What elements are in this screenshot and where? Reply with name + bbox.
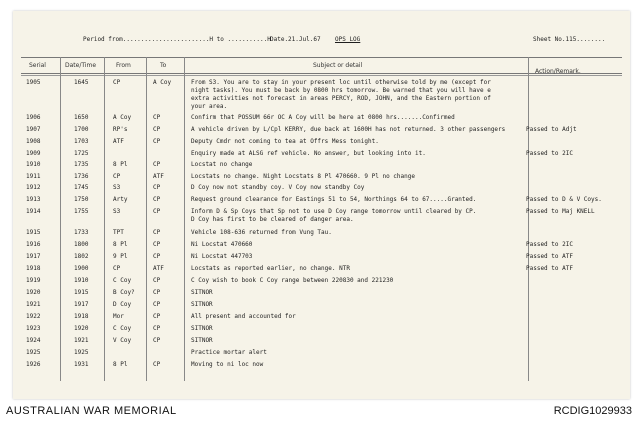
entry-detail-line: Practice mortar alert (191, 349, 267, 356)
entry-remark: Passed to D & V Coys. (526, 196, 602, 203)
entry-to: CP (153, 241, 161, 248)
entry-to: ATF (153, 265, 164, 272)
entry-from: A Coy (113, 114, 132, 121)
entry-time: 1645 (74, 79, 89, 86)
entry-to: CP (153, 289, 161, 296)
entry-time: 1931 (74, 361, 89, 368)
entry-remark: Passed to ATF (526, 265, 573, 272)
entry-time: 1910 (74, 277, 89, 284)
entry-serial: 1916 (26, 241, 41, 248)
entry-serial: 1920 (26, 289, 41, 296)
entry-time: 1700 (74, 126, 89, 133)
entry-detail-line: D Coy now not standby coy. V Coy now standby Coy (191, 184, 365, 191)
column-header-to: To (160, 62, 167, 69)
entry-time: 1736 (74, 173, 89, 180)
entry-remark: Passed to ATF (526, 253, 573, 260)
entry-to: CP (153, 313, 161, 320)
entry-from: 8 Pl (113, 361, 128, 368)
entry-detail-line: Locstats no change. Night Locstats 8 Pl 470660. 9 Pl no change (191, 173, 415, 180)
entry-time: 1900 (74, 265, 89, 272)
entry-time: 1917 (74, 301, 89, 308)
entry-detail-line: All present and accounted for (191, 313, 296, 320)
entry-detail-line: Enquiry made at ALSG ref vehicle. No answer, but looking into it. (191, 150, 426, 157)
entry-detail-line: Ni Locstat 470660 (191, 241, 253, 248)
entry-to: CP (153, 196, 161, 203)
entry-from: D Coy (113, 301, 132, 308)
entry-time: 1745 (74, 184, 89, 191)
entry-serial: 1924 (26, 337, 41, 344)
entry-serial: 1914 (26, 208, 41, 215)
entry-from: S3 (113, 184, 121, 191)
entry-to: CP (153, 277, 161, 284)
entry-detail-line: SITNOR (191, 337, 213, 344)
entry-detail-line: Moving to ni loc now (191, 361, 264, 368)
entry-from: CP (113, 173, 121, 180)
entry-from: C Coy (113, 277, 132, 284)
entry-detail-line: SITNOR (191, 289, 213, 296)
entry-remark: Passed to Adjt (526, 126, 577, 133)
entry-time: 1918 (74, 313, 89, 320)
entry-time: 1921 (74, 337, 89, 344)
column-header-serial: Serial (29, 62, 46, 69)
entry-detail-line: A vehicle driven by L/Cpl KERRY, due back at 1600H has not returned. 3 other passengers (191, 126, 506, 133)
column-divider (528, 57, 529, 381)
entry-serial: 1907 (26, 126, 41, 133)
column-header-datetime: Date/Time (65, 62, 97, 69)
archive-reference: RCDIG1029933 (553, 405, 632, 417)
entry-from: Mor (113, 313, 124, 320)
column-divider (104, 57, 105, 381)
column-divider (146, 57, 147, 381)
entry-time: 1915 (74, 289, 89, 296)
entry-serial: 1922 (26, 313, 41, 320)
entry-detail-line: D Coy has first to be cleared of danger area. (191, 216, 354, 223)
entry-serial: 1912 (26, 184, 41, 191)
entry-time: 1925 (74, 349, 89, 356)
entry-time: 1800 (74, 241, 89, 248)
entry-to: CP (153, 229, 161, 236)
sheet-number: Sheet No.115........ (533, 36, 606, 43)
column-header-subject: Subject or detail (313, 62, 363, 69)
entry-detail-line: night tasks). You must be back by 0800 hrs tomorrow. Be warned that you will have e (191, 87, 491, 94)
entry-serial: 1925 (26, 349, 41, 356)
entry-to: CP (153, 325, 161, 332)
entry-detail-line: C Coy wish to book C Coy range between 220830 and 221230 (191, 277, 394, 284)
entry-detail-line: Confirm that POSSUM 66r OC A Coy will be here at 0800 hrs.......Confirmed (191, 114, 455, 121)
entry-detail-line: Ni Locstat 447703 (191, 253, 253, 260)
entry-serial: 1919 (26, 277, 41, 284)
column-header-from: From (116, 62, 131, 69)
entry-from: RP's (113, 126, 128, 133)
entry-to: CP (153, 208, 161, 215)
entry-remark: Passed to Maj KNELL (526, 208, 595, 215)
entry-from: Arty (113, 196, 128, 203)
entry-time: 1735 (74, 161, 89, 168)
entry-from: TPT (113, 229, 124, 236)
entry-to: CP (153, 337, 161, 344)
entry-serial: 1917 (26, 253, 41, 260)
entry-from: ATF (113, 138, 124, 145)
entry-serial: 1911 (26, 173, 41, 180)
entry-from: 9 Pl (113, 253, 128, 260)
entry-serial: 1910 (26, 161, 41, 168)
date-field: Date.21.Jul.67 (270, 36, 321, 43)
entry-detail-line: Locstats as reported earlier, no change. NTR (191, 265, 350, 272)
entry-from: CP (113, 265, 121, 272)
entry-serial: 1926 (26, 361, 41, 368)
entry-serial: 1913 (26, 196, 41, 203)
entry-from: 8 Pl (113, 161, 128, 168)
entry-detail-line: Locstat no change (191, 161, 253, 168)
entry-to: CP (153, 138, 161, 145)
entry-detail-line: Vehicle 108-636 returned from Vung Tau. (191, 229, 332, 236)
entry-serial: 1909 (26, 150, 41, 157)
entry-serial: 1923 (26, 325, 41, 332)
header-rule-top (21, 57, 622, 58)
column-header-action: Action/Remark. (535, 68, 581, 75)
entry-time: 1802 (74, 253, 89, 260)
entry-serial: 1918 (26, 265, 41, 272)
entry-to: A Coy (153, 79, 172, 86)
entry-time: 1920 (74, 325, 89, 332)
column-divider (60, 57, 61, 381)
entry-detail-line: your area. (191, 103, 228, 110)
column-divider (184, 57, 185, 381)
entry-time: 1650 (74, 114, 89, 121)
entry-from: C Coy (113, 325, 132, 332)
entry-to: CP (153, 161, 161, 168)
archive-credit: AUSTRALIAN WAR MEMORIAL (6, 405, 177, 417)
entry-serial: 1915 (26, 229, 41, 236)
entry-from: V Coy (113, 337, 132, 344)
entry-from: CP (113, 79, 121, 86)
entry-to: CP (153, 126, 161, 133)
entry-to: CP (153, 301, 161, 308)
entry-from: 8 Pl (113, 241, 128, 248)
entry-serial: 1905 (26, 79, 41, 86)
entry-from: B Coy? (113, 289, 135, 296)
entry-serial: 1908 (26, 138, 41, 145)
period-field: Period from........................H to ...........H (83, 36, 271, 43)
log-title: OPS LOG (335, 36, 361, 43)
entry-detail-line: extra activities not forecast in areas PERCY, ROD, JOHN, and the Eastern portion of (191, 95, 491, 102)
entry-time: 1703 (74, 138, 89, 145)
entry-time: 1750 (74, 196, 89, 203)
entry-to: CP (153, 184, 161, 191)
header-rule-double (21, 75, 622, 76)
log-sheet (13, 11, 630, 399)
entry-detail-line: Inform D & Sp Coys that Sp not to use D Coy range tomorrow until cleared by CP. (191, 208, 477, 215)
header-rule-bottom (21, 73, 622, 74)
entry-detail-line: SITNOR (191, 301, 213, 308)
entry-to: CP (153, 114, 161, 121)
entry-detail-line: SITNOR (191, 325, 213, 332)
entry-time: 1755 (74, 208, 89, 215)
entry-remark: Passed to 2IC (526, 241, 573, 248)
entry-serial: 1906 (26, 114, 41, 121)
entry-from: S3 (113, 208, 121, 215)
entry-detail-line: Request ground clearance for Eastings 51 to 54, Northings 64 to 67.....Granted. (191, 196, 477, 203)
entry-remark: Passed to 2IC (526, 150, 573, 157)
entry-detail-line: Deputy Cmdr not coming to tea at Offrs Mess tonight. (191, 138, 379, 145)
entry-detail-line: From S3. You are to stay in your present loc until otherwise told by me (except for (191, 79, 491, 86)
entry-serial: 1921 (26, 301, 41, 308)
entry-time: 1733 (74, 229, 89, 236)
entry-to: CP (153, 361, 161, 368)
entry-to: CP (153, 253, 161, 260)
entry-time: 1725 (74, 150, 89, 157)
entry-to: ATF (153, 173, 164, 180)
